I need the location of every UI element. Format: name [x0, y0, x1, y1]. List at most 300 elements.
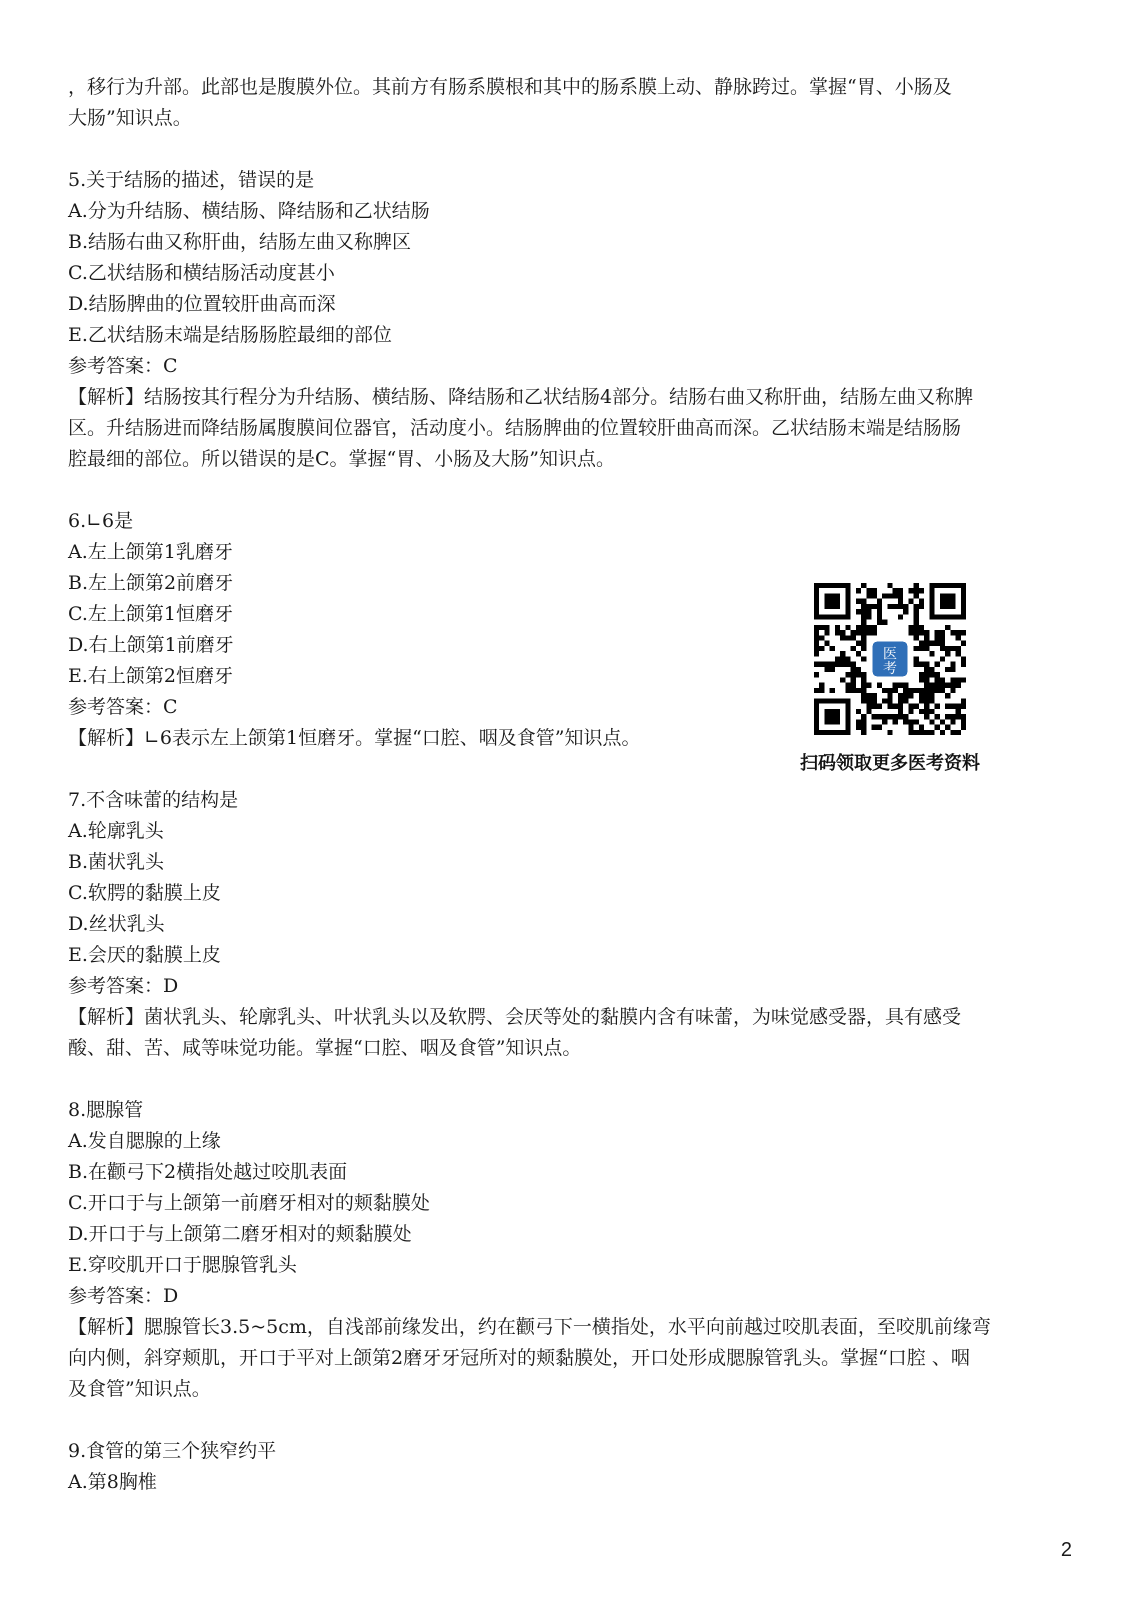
- option-a: A.轮廓乳头: [68, 820, 164, 842]
- qr-module: [914, 588, 919, 593]
- qr-module: [856, 630, 861, 635]
- qr-module: [856, 609, 861, 614]
- qr-module: [914, 646, 919, 651]
- qr-module: [945, 646, 950, 651]
- qr-module: [945, 725, 950, 730]
- qr-module: [914, 704, 919, 709]
- qr-module: [924, 641, 929, 646]
- intro-line: ，移行为升部。此部也是腹膜外位。其前方有肠系膜根和其中的肠系膜上动、静脉跨过。掌握“胃、小肠及: [68, 76, 952, 98]
- qr-module: [851, 683, 856, 688]
- qr-module: [898, 698, 903, 703]
- qr-module: [856, 588, 861, 593]
- qr-module: [919, 599, 924, 604]
- qr-module: [887, 693, 892, 698]
- qr-module: [924, 677, 929, 682]
- qr-module: [835, 662, 840, 667]
- analysis-line: 【解析】腮腺管长3.5~5cm，自浅部前缘发出，约在颧弓下一横指处，水平向前越过咬肌表面，至咬肌前缘弯: [68, 1316, 991, 1338]
- qr-module: [861, 609, 866, 614]
- qr-module: [961, 719, 966, 724]
- qr-module: [893, 593, 898, 598]
- qr-module: [861, 641, 866, 646]
- qr-module: [956, 704, 961, 709]
- qr-module: [929, 719, 934, 724]
- qr-module: [924, 730, 929, 735]
- qr-module: [919, 625, 924, 630]
- qr-module: [924, 683, 929, 688]
- qr-module: [919, 709, 924, 714]
- qr-module: [845, 672, 850, 677]
- qr-module: [877, 683, 882, 688]
- qr-module: [950, 704, 955, 709]
- qr-badge-top: 医: [882, 646, 898, 663]
- qr-module: [961, 662, 966, 667]
- qr-module: [908, 704, 913, 709]
- qr-module: [861, 693, 866, 698]
- question-9: [68, 1436, 1068, 1498]
- qr-module: [830, 646, 835, 651]
- qr-module: [872, 704, 877, 709]
- qr-module: [861, 625, 866, 630]
- option-d: D.开口于与上颌第二磨牙相对的颊黏膜处: [68, 1223, 412, 1245]
- qr-module: [856, 599, 861, 604]
- qr-module: [877, 714, 882, 719]
- qr-module: [866, 630, 871, 635]
- qr-module: [940, 641, 945, 646]
- qr-module: [924, 698, 929, 703]
- qr-module: [950, 667, 955, 672]
- qr-module: [950, 646, 955, 651]
- qr-module: [824, 641, 829, 646]
- qr-module: [835, 625, 840, 630]
- qr-module: [940, 646, 945, 651]
- qr-module: [908, 625, 913, 630]
- analysis-line: 酸、甜、苦、咸等味觉功能。掌握“口腔、咽及食管”知识点。: [68, 1037, 582, 1059]
- qr-module: [861, 599, 866, 604]
- qr-module: [851, 688, 856, 693]
- qr-module: [872, 593, 877, 598]
- option-c: C.开口于与上颌第一前磨牙相对的颊黏膜处: [68, 1192, 430, 1214]
- qr-module: [903, 604, 908, 609]
- qr-module: [845, 635, 850, 640]
- qr-module: [824, 625, 829, 630]
- question-stem: 6.∟6是: [68, 510, 134, 532]
- qr-module: [840, 651, 845, 656]
- qr-module: [814, 625, 819, 630]
- analysis-line: 区。升结肠进而降结肠属腹膜间位器官，活动度小。结肠脾曲的位置较肝曲高而深。乙状结肠末端是结肠肠: [68, 417, 962, 439]
- qr-module: [851, 635, 856, 640]
- qr-module: [919, 672, 924, 677]
- qr-module: [919, 641, 924, 646]
- qr-module: [887, 714, 892, 719]
- qr-module: [961, 698, 966, 703]
- qr-module: [861, 683, 866, 688]
- option-e: E.穿咬肌开口于腮腺管乳头: [68, 1254, 297, 1276]
- qr-module: [929, 698, 934, 703]
- qr-module: [814, 688, 819, 693]
- intro-line: 大肠”知识点。: [68, 107, 192, 129]
- qr-module: [919, 646, 924, 651]
- qr-module: [924, 662, 929, 667]
- qr-module: [819, 625, 824, 630]
- qr-module: [877, 725, 882, 730]
- qr-module: [961, 704, 966, 709]
- qr-module: [914, 620, 919, 625]
- qr-module: [898, 593, 903, 598]
- qr-module: [856, 641, 861, 646]
- option-d: D.结肠脾曲的位置较肝曲高而深: [68, 293, 336, 315]
- qr-module: [866, 683, 871, 688]
- qr-module: [872, 604, 877, 609]
- option-d: D.右上颌第1前磨牙: [68, 634, 234, 656]
- qr-module: [929, 709, 934, 714]
- question-stem: 8.腮腺管: [68, 1099, 144, 1121]
- question-5: [68, 165, 1068, 475]
- qr-module: [872, 625, 877, 630]
- qr-module: [924, 635, 929, 640]
- qr-module: [924, 630, 929, 635]
- qr-module: [861, 614, 866, 619]
- analysis-line: 【解析】结肠按其行程分为升结肠、横结肠、降结肠和乙状结肠4部分。结肠右曲又称肝曲，结肠左曲又称脾: [68, 386, 974, 408]
- qr-module: [861, 620, 866, 625]
- qr-module: [882, 698, 887, 703]
- option-d: D.丝状乳头: [68, 913, 165, 935]
- qr-module: [845, 688, 850, 693]
- qr-module: [919, 662, 924, 667]
- qr-module: [908, 693, 913, 698]
- analysis-line: 向内侧，斜穿颊肌，开口于平对上颌第2磨牙牙冠所对的颊黏膜处，开口处形成腮腺管乳头。掌握“口腔 、咽: [68, 1347, 970, 1369]
- document-body: [68, 72, 1068, 1498]
- qr-module: [935, 677, 940, 682]
- qr-module: [851, 646, 856, 651]
- option-a: A.分为升结肠、横结肠、降结肠和乙状结肠: [68, 200, 430, 222]
- qr-module: [945, 667, 950, 672]
- qr-module: [914, 719, 919, 724]
- answer: 参考答案：C: [68, 355, 178, 377]
- qr-module: [856, 725, 861, 730]
- qr-module: [877, 599, 882, 604]
- qr-module: [940, 630, 945, 635]
- qr-module: [940, 688, 945, 693]
- qr-module: [835, 630, 840, 635]
- qr-module: [814, 646, 819, 651]
- qr-badge-bottom: 考: [882, 661, 898, 678]
- qr-module: [924, 693, 929, 698]
- qr-module: [851, 667, 856, 672]
- qr-module: [908, 725, 913, 730]
- qr-module: [914, 635, 919, 640]
- qr-module: [935, 688, 940, 693]
- qr-module: [914, 630, 919, 635]
- qr-module: [961, 630, 966, 635]
- qr-module: [830, 667, 835, 672]
- qr-module: [861, 630, 866, 635]
- qr-module: [861, 646, 866, 651]
- qr-module: [924, 667, 929, 672]
- qr-module: [898, 599, 903, 604]
- qr-module: [908, 630, 913, 635]
- qr-module: [929, 683, 934, 688]
- qr-module: [877, 604, 882, 609]
- qr-module: [845, 662, 850, 667]
- question-stem: 5.关于结肠的描述，错误的是: [68, 169, 315, 191]
- qr-module: [861, 604, 866, 609]
- qr-module: [893, 719, 898, 724]
- qr-module: [866, 698, 871, 703]
- option-e: E.右上颌第2恒磨牙: [68, 665, 233, 687]
- qr-module: [840, 662, 845, 667]
- qr-module: [929, 667, 934, 672]
- qr-module: [872, 693, 877, 698]
- qr-module: [945, 704, 950, 709]
- qr-module: [935, 662, 940, 667]
- qr-module: [887, 593, 892, 598]
- qr-module: [950, 714, 955, 719]
- qr-module: [956, 709, 961, 714]
- qr-code-icon[interactable]: [814, 583, 966, 735]
- qr-module: [903, 719, 908, 724]
- qr-module: [830, 662, 835, 667]
- option-c: C.左上颌第1恒磨牙: [68, 603, 233, 625]
- qr-module: [950, 730, 955, 735]
- option-a: A.第8胸椎: [68, 1471, 157, 1493]
- qr-module: [851, 677, 856, 682]
- qr-module: [908, 688, 913, 693]
- qr-module: [887, 604, 892, 609]
- question-7: [68, 785, 1068, 1064]
- qr-module: [950, 630, 955, 635]
- qr-module: [877, 704, 882, 709]
- qr-module: [919, 698, 924, 703]
- qr-module: [956, 714, 961, 719]
- qr-module: [903, 683, 908, 688]
- qr-module: [914, 583, 919, 588]
- qr-module: [924, 704, 929, 709]
- qr-module: [961, 641, 966, 646]
- qr-module: [919, 730, 924, 735]
- qr-module: [819, 635, 824, 640]
- qr-module: [950, 688, 955, 693]
- qr-module: [861, 698, 866, 703]
- qr-module: [866, 625, 871, 630]
- qr-module: [914, 593, 919, 598]
- qr-module: [924, 714, 929, 719]
- qr-module: [929, 693, 934, 698]
- qr-module: [861, 677, 866, 682]
- qr-module: [903, 698, 908, 703]
- qr-module: [866, 693, 871, 698]
- qr-module: [924, 672, 929, 677]
- qr-module: [856, 719, 861, 724]
- qr-module: [872, 630, 877, 635]
- qr-module: [893, 604, 898, 609]
- qr-module: [824, 667, 829, 672]
- qr-module: [908, 588, 913, 593]
- qr-module: [919, 588, 924, 593]
- qr-module: [861, 672, 866, 677]
- qr-module: [814, 641, 819, 646]
- qr-module: [814, 635, 819, 640]
- qr-module: [940, 730, 945, 735]
- qr-module: [908, 599, 913, 604]
- qr-module: [908, 719, 913, 724]
- qr-module: [908, 709, 913, 714]
- qr-module: [956, 677, 961, 682]
- qr-module: [919, 725, 924, 730]
- qr-module: [814, 672, 819, 677]
- qr-module: [856, 709, 861, 714]
- qr-module: [861, 730, 866, 735]
- qr-module: [877, 620, 882, 625]
- qr-module: [866, 609, 871, 614]
- qr-module: [887, 704, 892, 709]
- qr-module: [824, 630, 829, 635]
- qr-module: [893, 688, 898, 693]
- qr-module: [961, 677, 966, 682]
- qr-module: [840, 677, 845, 682]
- qr-module: [851, 630, 856, 635]
- qr-module: [866, 593, 871, 598]
- qr-module: [935, 714, 940, 719]
- qr-module: [872, 714, 877, 719]
- qr-code-block: [775, 583, 1005, 775]
- qr-module: [840, 656, 845, 661]
- qr-module: [866, 614, 871, 619]
- qr-module: [929, 672, 934, 677]
- qr-module: [866, 709, 871, 714]
- analysis-line: 及食管”知识点。: [68, 1378, 211, 1400]
- qr-module: [914, 688, 919, 693]
- question-stem: 9.食管的第三个狭窄约平: [68, 1440, 277, 1462]
- qr-module: [903, 609, 908, 614]
- qr-module: [945, 651, 950, 656]
- qr-module: [935, 704, 940, 709]
- qr-module: [882, 714, 887, 719]
- qr-module: [924, 709, 929, 714]
- qr-module: [898, 704, 903, 709]
- qr-module: [893, 588, 898, 593]
- qr-module: [950, 719, 955, 724]
- qr-module: [919, 693, 924, 698]
- qr-module: [929, 641, 934, 646]
- qr-module: [819, 662, 824, 667]
- qr-caption: 扫码领取更多医考资料: [800, 753, 980, 774]
- qr-module: [950, 677, 955, 682]
- qr-module: [872, 588, 877, 593]
- qr-module: [824, 662, 829, 667]
- qr-module: [908, 730, 913, 735]
- qr-module: [835, 656, 840, 661]
- option-e: E.乙状结肠末端是结肠肠腔最细的部位: [68, 324, 392, 346]
- option-b: B.结肠右曲又称肝曲，结肠左曲又称脾区: [68, 231, 412, 253]
- qr-module: [914, 662, 919, 667]
- answer: 参考答案：D: [68, 1285, 179, 1307]
- qr-module: [940, 683, 945, 688]
- qr-module: [935, 672, 940, 677]
- qr-module: [935, 630, 940, 635]
- qr-module: [887, 688, 892, 693]
- page-number: 2: [1060, 1539, 1072, 1561]
- qr-module: [872, 725, 877, 730]
- qr-module: [866, 588, 871, 593]
- option-c: C.乙状结肠和横结肠活动度甚小: [68, 262, 335, 284]
- qr-module: [866, 604, 871, 609]
- qr-module: [935, 683, 940, 688]
- qr-module: [914, 656, 919, 661]
- qr-module: [898, 614, 903, 619]
- option-c: C.软腭的黏膜上皮: [68, 882, 221, 904]
- qr-module: [945, 625, 950, 630]
- qr-module: [856, 667, 861, 672]
- option-e: E.会厌的黏膜上皮: [68, 944, 221, 966]
- qr-module: [856, 688, 861, 693]
- qr-module: [945, 693, 950, 698]
- qr-module: [882, 620, 887, 625]
- option-b: B.左上颌第2前磨牙: [68, 572, 234, 594]
- answer: 参考答案：C: [68, 696, 178, 718]
- qr-module: [861, 725, 866, 730]
- qr-module: [940, 656, 945, 661]
- qr-module: [845, 683, 850, 688]
- qr-module: [903, 688, 908, 693]
- qr-module: [877, 614, 882, 619]
- qr-module: [887, 698, 892, 703]
- qr-module: [814, 630, 819, 635]
- option-a: A.左上颌第1乳磨牙: [68, 541, 233, 563]
- qr-module: [887, 730, 892, 735]
- qr-module: [814, 651, 819, 656]
- qr-module: [914, 730, 919, 735]
- qr-module: [840, 630, 845, 635]
- qr-module: [919, 630, 924, 635]
- qr-module: [814, 662, 819, 667]
- qr-module: [914, 604, 919, 609]
- qr-module: [898, 693, 903, 698]
- qr-module: [856, 625, 861, 630]
- qr-module: [940, 719, 945, 724]
- qr-module: [893, 704, 898, 709]
- analysis-line: 腔最细的部位。所以错误的是C。掌握“胃、小肠及大肠”知识点。: [68, 448, 615, 470]
- qr-module: [861, 688, 866, 693]
- qr-module: [919, 677, 924, 682]
- qr-module: [851, 672, 856, 677]
- qr-module: [956, 646, 961, 651]
- analysis-line: 【解析】菌状乳头、轮廓乳头、叶状乳头以及软腭、会厌等处的黏膜内含有味蕾，为味觉感受器，具有感受: [68, 1006, 962, 1028]
- qr-module: [882, 688, 887, 693]
- qr-module: [898, 714, 903, 719]
- qr-module: [956, 683, 961, 688]
- qr-module: [945, 714, 950, 719]
- qr-module: [956, 630, 961, 635]
- option-b: B.在颧弓下2横指处越过咬肌表面: [68, 1161, 348, 1183]
- qr-module: [856, 672, 861, 677]
- qr-module: [819, 688, 824, 693]
- qr-module: [898, 604, 903, 609]
- qr-module: [851, 662, 856, 667]
- option-a: A.发自腮腺的上缘: [68, 1130, 221, 1152]
- question-8: [68, 1095, 1068, 1405]
- qr-module: [956, 651, 961, 656]
- qr-module: [940, 635, 945, 640]
- qr-module: [961, 714, 966, 719]
- qr-module: [935, 635, 940, 640]
- qr-module: [882, 593, 887, 598]
- qr-module: [950, 683, 955, 688]
- qr-module: [940, 677, 945, 682]
- qr-module: [861, 714, 866, 719]
- qr-module: [914, 614, 919, 619]
- qr-module: [914, 609, 919, 614]
- question-stem: 7.不含味蕾的结构是: [68, 789, 239, 811]
